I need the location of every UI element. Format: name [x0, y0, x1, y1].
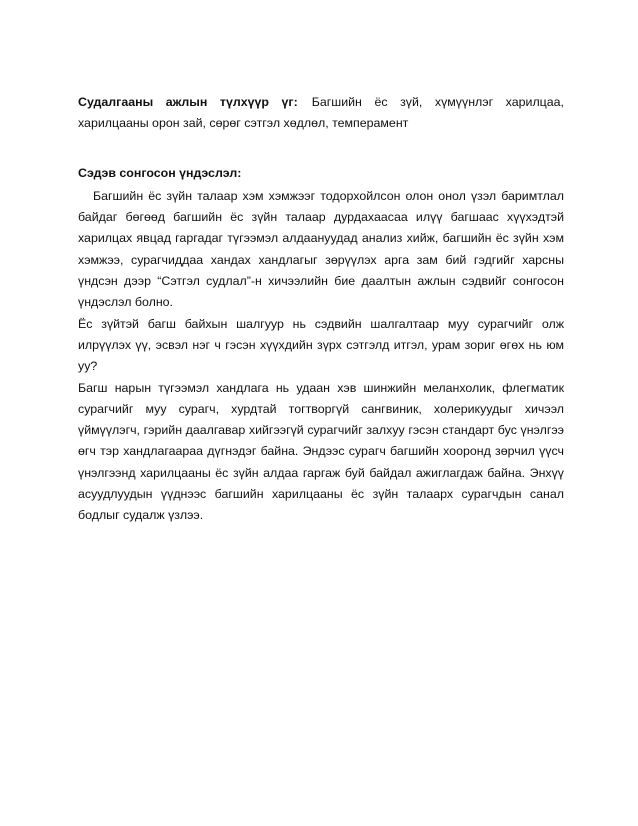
- keywords-label: Судалгааны ажлын түлхүүр үг:: [78, 95, 298, 109]
- keywords-line: [78, 92, 564, 135]
- section-title: Сэдэв сонгосон үндэслэл:: [78, 165, 242, 180]
- paragraph-attitudes: Багш нарын түгээмэл хандлага нь удаан хэв шинжийн меланхолик, флегматик сурагчийг муу сурагч, хурдтай тогтворгүй сангвиник, холерикуудыг хичээл үймүүлэгч, гэрийн даалгавар хийгээгүй сурагчийг залхуу гэсэн стандарт бус үнэлгээ өгч тэр хандлагаараа дүгнэдэг байна. Эндээс сурагч багшийн хооронд зөрчил үүсч үнэлгээнд харилцааны ёс зүйн алдаа гаргаж буй байдал ажиглагдаж байна. Энхүү асуудлуудын үүднээс багшийн харилцааны ёс зүйн талаарх сурагчдын санал бодлыг судалж үзлээ.: [78, 380, 564, 523]
- paragraph-question: Ёс зүйтэй багш байхын шалгуур нь сэдвийн шалгалтаар муу сурагчийг олж илрүүлэх үү, эсвэл нэг ч гэсэн хүүхдийн зүрх сэтгэлд итгэл, урам зориг өгөх нь юм уу?: [78, 316, 564, 374]
- paragraph-rationale: Багшийн ёс зүйн талаар хэм хэмжээг тодорхойлсон олон онол үзэл баримтлал байдаг бөгөөд багшийн ёс зүйн талаар дурдахаасаа илүү багшаас хүүхэдтэй харилцах явцад гаргадаг түгээмэл алдаануудад анализ хийж, багшийн ёс зүйн хэм хэмжээ, сурагчиддаа хандах хандлагыг зөрүүлэх арга зам бий гэдгийг харсны үндсэн дээр “Сэтгэл судлал”-н хичээлийн бие даалтын ажлын сэдвийг сонгосон үндэслэл болно.: [78, 188, 564, 310]
- document-page: [78, 92, 564, 527]
- keywords-text: Багшийн ёс зүй, хүмүүнлэг харилцаа, харилцааны орон зай, сөрөг сэтгэл хөдлөл, темперамент: [78, 95, 564, 131]
